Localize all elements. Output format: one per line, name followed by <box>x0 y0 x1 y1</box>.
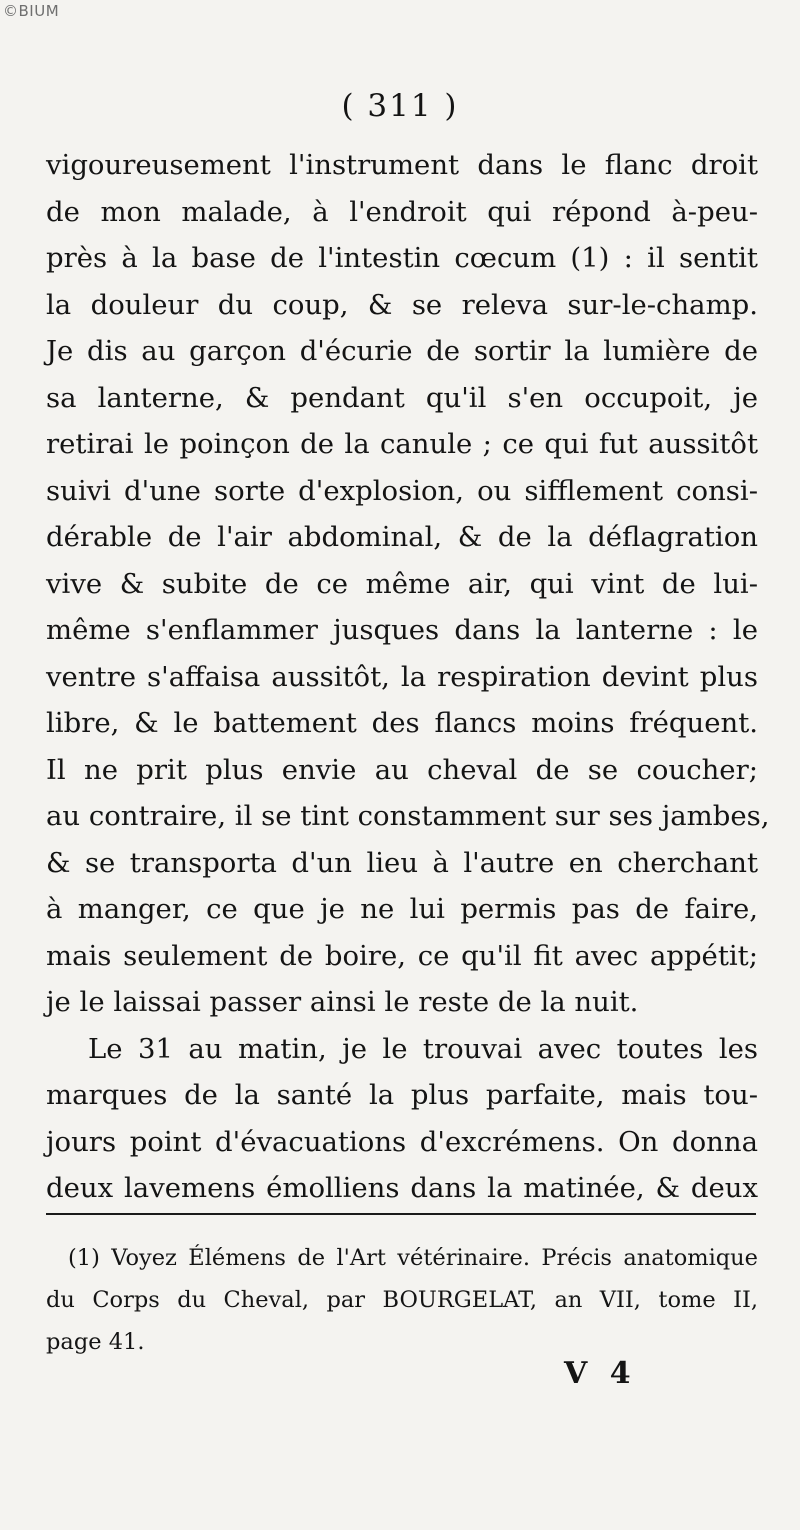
text-line: Je dis au garçon d'écurie de sortir la lumière de <box>46 335 758 367</box>
footnote-line: du Corps du Cheval, par BOURGELAT, an VII, tome II, <box>46 1287 758 1313</box>
text-line: jours point d'évacuations d'excrémens. On donna <box>46 1125 758 1158</box>
text-line: vigoureusement l'instrument dans le flanc droit <box>46 149 758 181</box>
footnote-divider <box>46 1213 756 1215</box>
text-line: deux lavemens émolliens dans la matinée, & deux <box>46 1172 758 1204</box>
text-line: sa lanterne, & pendant qu'il s'en occupoit, je <box>46 381 758 414</box>
text-line: la douleur du coup, & se releva sur-le-champ. <box>46 288 758 321</box>
text-line: Le 31 au matin, je le trouvai avec toutes les <box>88 1032 758 1065</box>
text-line: Il ne prit plus envie au cheval de se coucher; <box>46 753 758 786</box>
text-line: libre, & le battement des flancs moins fréquent. <box>46 707 758 739</box>
text-line: ventre s'affaisa aussitôt, la respiration devint plus <box>46 660 758 693</box>
footnotes <box>46 1237 758 1363</box>
text-line: suivi d'une sorte d'explosion, ou sifflement consi- <box>46 474 758 507</box>
footnote-line: page 41. <box>46 1329 145 1355</box>
text-line: vive & subite de ce même air, qui vint de lui- <box>46 567 758 600</box>
text-line: de mon malade, à l'endroit qui répond à-peu- <box>46 195 758 228</box>
signature-mark: V 4 <box>564 1356 637 1391</box>
text-line: dérable de l'air abdominal, & de la déflagration <box>46 521 758 553</box>
body-text <box>46 142 770 1212</box>
page-number: ( 311 ) <box>341 88 459 124</box>
text-line: mais seulement de boire, ce qu'il fit avec appétit; <box>46 939 758 972</box>
text-line: au contraire, il se tint constamment sur ses jambes, <box>46 800 770 832</box>
text-line: & se transporta d'un lieu à l'autre en cherchant <box>46 846 758 879</box>
text-line: je le laissai passer ainsi le reste de la nuit. <box>46 986 639 1018</box>
text-line: marques de la santé la plus parfaite, mais tou- <box>46 1079 758 1111</box>
text-line: près à la base de l'intestin cœcum (1) : il sentit <box>46 242 758 274</box>
footnote-line: (1) Voyez Élémens de l'Art vétérinaire. Précis anatomique <box>68 1245 758 1271</box>
text-line: retirai le poinçon de la canule ; ce qui fut aussitôt <box>46 428 758 460</box>
text-line: à manger, ce que je ne lui permis pas de faire, <box>46 893 758 925</box>
library-watermark: ©BIUM <box>3 2 60 20</box>
text-line: même s'enflammer jusques dans la lanterne : le <box>46 614 758 646</box>
